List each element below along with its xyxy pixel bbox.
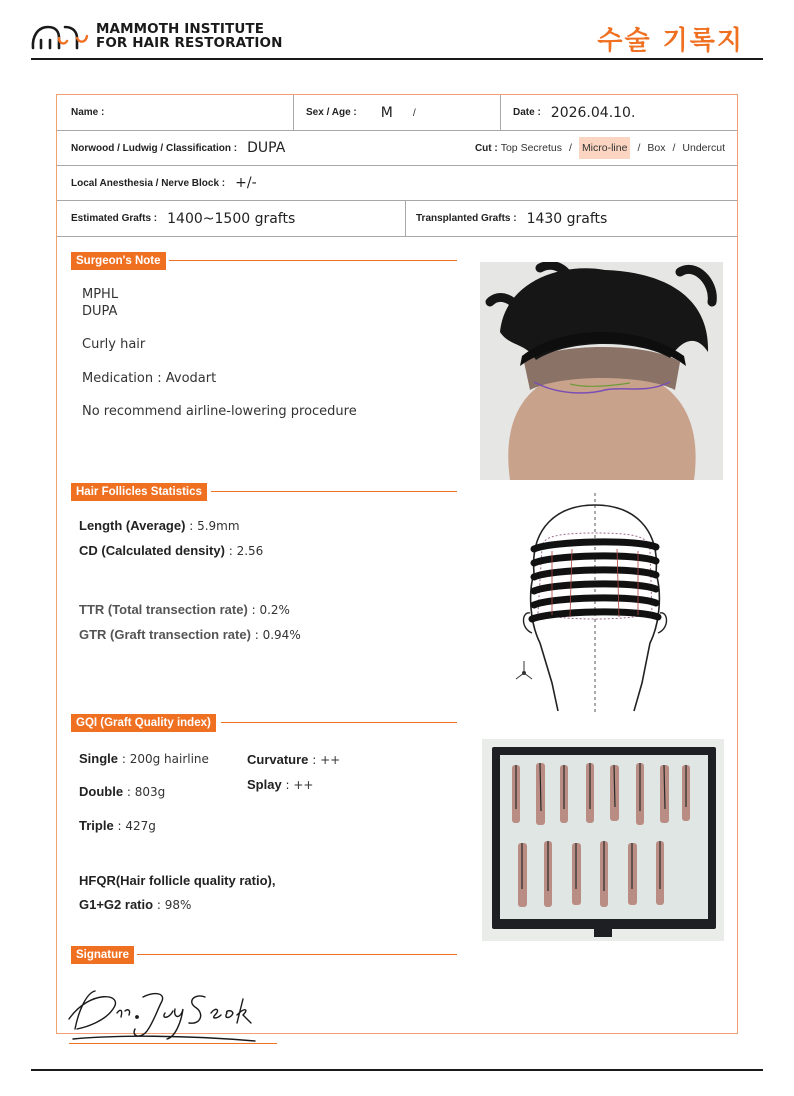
classification-field[interactable] <box>71 131 431 165</box>
note-line: DUPA <box>82 304 118 319</box>
gqi-curvature <box>247 752 340 767</box>
row-classification <box>57 131 737 166</box>
row-anesthesia <box>57 166 737 201</box>
date-label: Date : <box>513 107 541 118</box>
stat-ttr-label: TTR (Total transection rate) <box>79 602 248 617</box>
surgeons-note-tag: Surgeon's Note <box>71 252 166 270</box>
cut-field: Cut : Top Secretus / Micro-line / Box / Undercut <box>455 131 725 165</box>
note-line: No recommend airline-lowering procedure <box>82 404 357 419</box>
name-field[interactable] <box>71 95 291 130</box>
document-title: 수술 기록지 <box>597 26 744 56</box>
record-form <box>56 94 738 1034</box>
signature-heading <box>71 946 457 964</box>
sex-age-field[interactable] <box>306 95 496 130</box>
classification-value: DUPA <box>247 140 286 156</box>
gqi-ratio-label: G1+G2 ratio <box>79 897 154 912</box>
stat-ttr <box>79 602 290 617</box>
divider <box>500 95 501 130</box>
gqi-tag: GQI (Graft Quality index) <box>71 714 216 732</box>
gqi-ratio <box>79 897 191 912</box>
cut-option-box[interactable]: Box <box>647 142 666 154</box>
stat-gtr-label: GTR (Graft transection rate) <box>79 627 251 642</box>
gqi-splay-label: Splay <box>247 777 282 792</box>
stat-length-label: Length (Average) <box>79 518 186 533</box>
row-grafts <box>57 201 737 237</box>
estimated-grafts-field[interactable] <box>71 201 401 236</box>
gqi-splay-value: : ++ <box>281 778 314 792</box>
institute-logo <box>30 20 290 52</box>
transplanted-grafts-field[interactable] <box>416 201 726 236</box>
note-line: Curly hair <box>82 337 146 352</box>
divider <box>405 201 406 236</box>
estimated-grafts-label: Estimated Grafts : <box>71 213 158 224</box>
mammoth-logo-icon <box>30 22 90 50</box>
sex-age-separator: / <box>412 106 416 119</box>
cut-option-undercut[interactable]: Undercut <box>682 142 725 154</box>
stat-cd-value: : 2.56 <box>224 544 264 558</box>
anesthesia-value: +/- <box>235 175 257 191</box>
stat-ttr-value: : 0.2% <box>247 603 290 617</box>
gqi-triple <box>79 818 156 833</box>
handwritten-signature <box>65 979 277 1054</box>
stat-gtr-value: : 0.94% <box>250 628 301 642</box>
hairline-photo-image <box>480 262 723 480</box>
gqi-single-label: Single <box>79 751 119 766</box>
footer-divider <box>31 1069 763 1071</box>
signature-tag: Signature <box>71 946 134 964</box>
gqi-triple-value: : 427g <box>113 819 156 833</box>
stat-cd-label: CD (Calculated density) <box>79 543 225 558</box>
note-line: MPHL <box>82 287 119 302</box>
logo-line1: MAMMOTH INSTITUTE <box>96 21 265 37</box>
gqi-splay <box>247 777 313 792</box>
gqi-double <box>79 784 165 799</box>
header-divider <box>31 58 763 60</box>
stat-cd <box>79 543 263 558</box>
date-field[interactable] <box>513 95 733 130</box>
gqi-triple-label: Triple <box>79 818 114 833</box>
signature-image <box>65 979 277 1049</box>
gqi-curvature-label: Curvature <box>247 752 309 767</box>
stat-gtr <box>79 627 301 642</box>
date-value: 2026.04.10. <box>550 104 636 121</box>
head-diagram-image <box>512 493 687 713</box>
sex-age-label: Sex / Age : <box>306 107 357 118</box>
cut-option-micro-line[interactable]: Micro-line <box>579 137 631 159</box>
gqi-ratio-value: : 98% <box>153 898 192 912</box>
name-label: Name : <box>71 107 105 118</box>
estimated-grafts-value: 1400~1500 grafts <box>167 210 296 227</box>
grafts-photo-image <box>482 739 724 941</box>
gqi-heading <box>71 714 457 732</box>
surgeons-note-heading <box>71 252 457 270</box>
gqi-double-label: Double <box>79 784 124 799</box>
gqi-curvature-value: : ++ <box>308 753 341 767</box>
row-patient <box>57 95 737 131</box>
follicle-stats-heading <box>71 483 457 501</box>
gqi-single <box>79 751 209 766</box>
stat-length-value: : 5.9mm <box>185 519 240 533</box>
sex-value: M <box>380 104 393 121</box>
follicle-stats-tag: Hair Follicles Statistics <box>71 483 207 501</box>
head-diagram <box>512 493 687 713</box>
cut-label: Cut : <box>474 142 498 154</box>
classification-label: Norwood / Ludwig / Classification : <box>71 142 238 154</box>
hairline-photo <box>480 262 723 480</box>
gqi-hfqr-label: HFQR(Hair follicle quality ratio), <box>79 873 276 888</box>
transplanted-grafts-value: 1430 grafts <box>526 210 608 227</box>
divider <box>293 95 294 130</box>
transplanted-grafts-label: Transplanted Grafts : <box>416 213 517 224</box>
grafts-photo <box>482 739 724 941</box>
note-line: Medication : Avodart <box>82 371 217 386</box>
anesthesia-label: Local Anesthesia / Nerve Block : <box>71 177 226 189</box>
cut-option-top-secretus[interactable]: Top Secretus <box>500 142 563 154</box>
gqi-hfqr <box>79 873 275 888</box>
anesthesia-field[interactable] <box>71 166 471 200</box>
gqi-double-value: : 803g <box>123 785 166 799</box>
logo-line2: FOR HAIR RESTORATION <box>96 35 283 51</box>
gqi-single-value: : 200g hairline <box>118 752 209 766</box>
stat-length <box>79 518 240 533</box>
